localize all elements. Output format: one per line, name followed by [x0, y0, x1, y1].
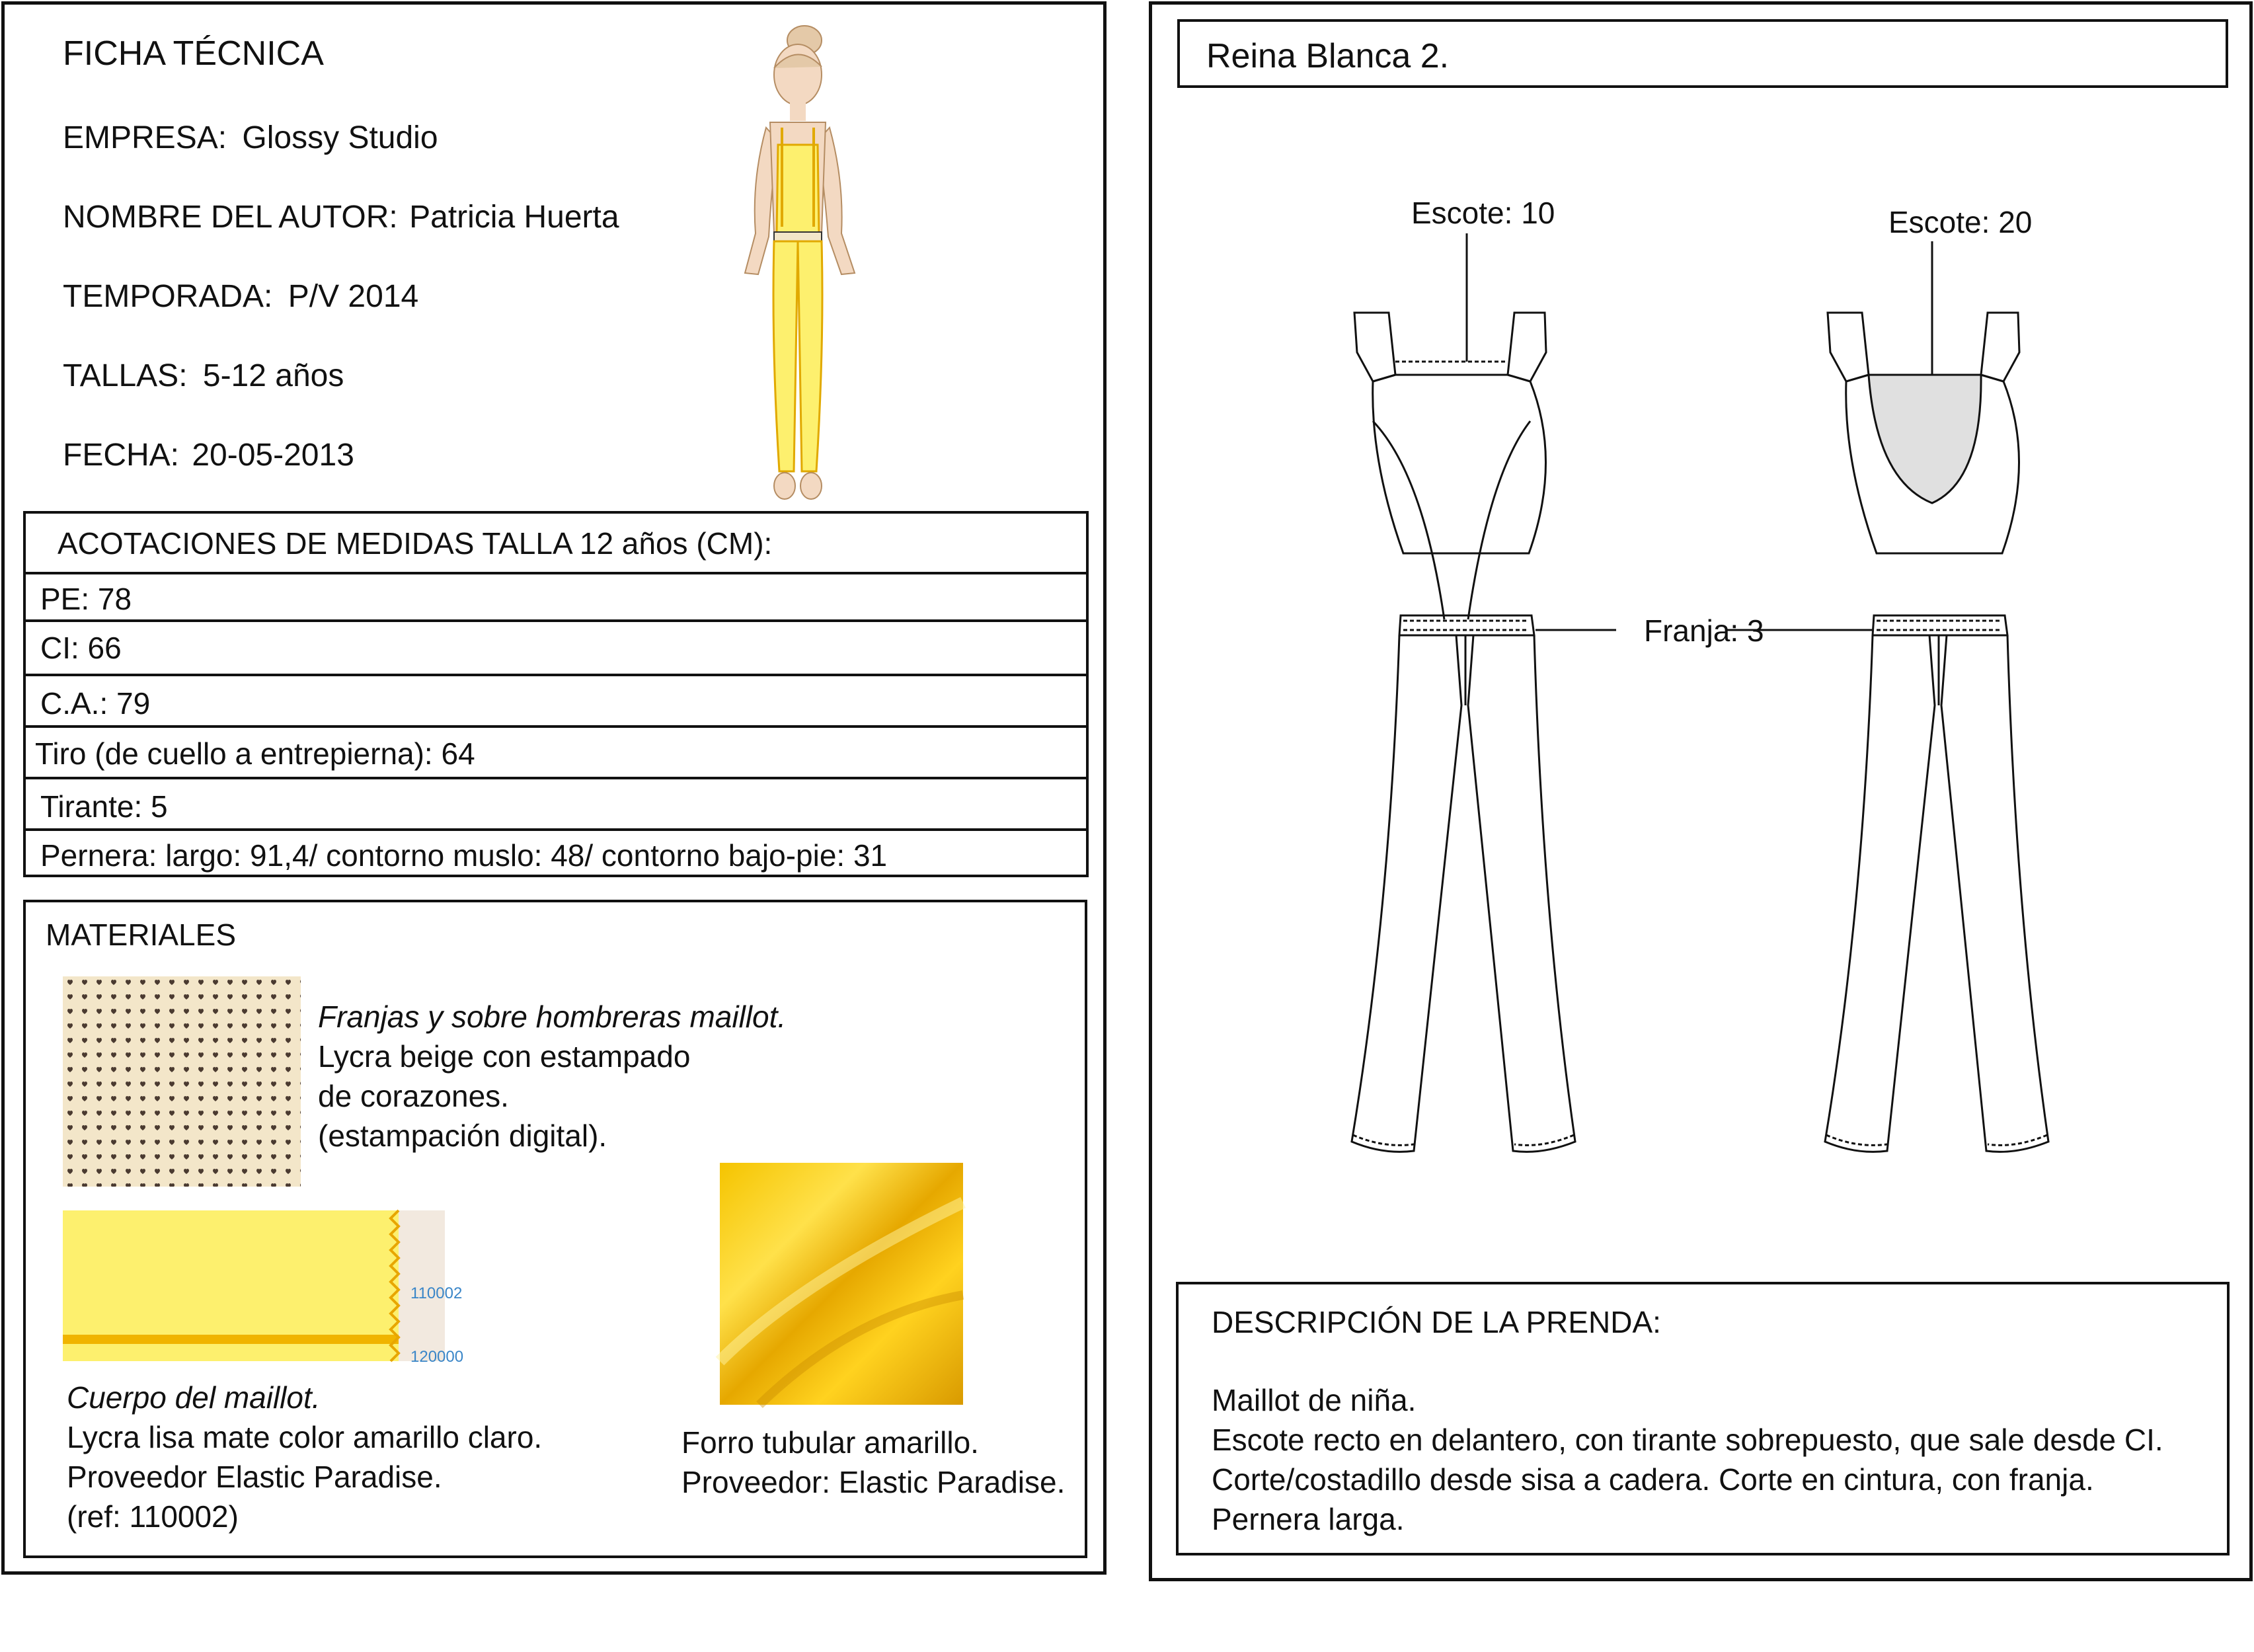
tallas-label: TALLAS:	[63, 358, 188, 393]
material1-line3: de corazones.	[318, 1079, 509, 1113]
empresa-value: Glossy Studio	[242, 120, 438, 155]
measurements-box	[23, 511, 1089, 877]
temporada-value: P/V 2014	[288, 279, 419, 314]
autor-label: NOMBRE DEL AUTOR:	[63, 200, 398, 235]
yellow-satin-swatch	[720, 1163, 963, 1405]
temporada-line	[63, 280, 418, 315]
description-box	[1176, 1282, 2230, 1555]
description-line: Pernera larga.	[1212, 1502, 1405, 1536]
swatch-code-1: 110002	[410, 1284, 463, 1302]
measure-row: Tirante: 5	[26, 777, 1086, 828]
description-line: Corte/costadillo desde sisa a cadera. Corte en cintura, con franja.	[1212, 1462, 2094, 1497]
description-title: DESCRIPCIÓN DE LA PRENDA:	[1212, 1305, 1661, 1339]
measurements-title: ACOTACIONES DE MEDIDAS TALLA 12 años (CM):	[58, 526, 773, 561]
back-neckline-label: Escote: 20	[1888, 205, 2033, 239]
materials-title: MATERIALES	[46, 918, 236, 952]
heart-print-swatch	[63, 976, 301, 1187]
description-line: Escote recto en delantero, con tirante sobrepuesto, que sale desde CI.	[1212, 1423, 2163, 1457]
swatch-stripe	[63, 1335, 420, 1344]
autor-line	[63, 200, 619, 235]
fecha-line	[63, 438, 354, 473]
material2-line4: (ref: 110002)	[67, 1499, 239, 1534]
technical-drawings	[1291, 183, 2111, 1168]
measure-row: Tiro (de cuello a entrepierna): 64	[26, 725, 1086, 777]
empresa-line	[63, 121, 438, 156]
material1-line4: (estampación digital).	[318, 1119, 607, 1153]
material2-title: Cuerpo del maillot.	[67, 1380, 321, 1415]
band-label: Franja: 3	[1644, 613, 1764, 648]
material3-line2: Proveedor: Elastic Paradise.	[681, 1465, 1066, 1499]
material2-line3: Proveedor Elastic Paradise.	[67, 1460, 442, 1494]
front-neckline-label: Escote: 10	[1411, 196, 1555, 230]
zigzag-edge	[385, 1210, 405, 1361]
tallas-value: 5-12 años	[202, 358, 344, 393]
measure-row: CI: 66	[26, 619, 1086, 674]
garment-name-box	[1177, 19, 2228, 88]
measure-row: Pernera: largo: 91,4/ contorno muslo: 48/ contorno bajo-pie: 31	[26, 828, 1086, 877]
front-view	[1352, 233, 1575, 1152]
material1-line2: Lycra beige con estampado	[318, 1039, 691, 1074]
material3-line1: Forro tubular amarillo.	[681, 1425, 979, 1460]
fashion-illustration	[705, 15, 897, 504]
light-yellow-swatch	[63, 1210, 464, 1366]
fecha-value: 20-05-2013	[192, 438, 354, 473]
fecha-label: FECHA:	[63, 438, 180, 473]
material1-title: Franjas y sobre hombreras maillot.	[318, 1000, 787, 1034]
autor-value: Patricia Huerta	[409, 200, 619, 235]
temporada-label: TEMPORADA:	[63, 279, 273, 314]
right-panel	[1149, 1, 2253, 1581]
material2-line2: Lycra lisa mate color amarillo claro.	[67, 1420, 543, 1454]
measure-row: C.A.: 79	[26, 674, 1086, 725]
description-line: Maillot de niña.	[1212, 1383, 1417, 1417]
empresa-label: EMPRESA:	[63, 120, 227, 155]
garment-name: Reina Blanca 2.	[1206, 37, 1450, 75]
back-view	[1825, 241, 2048, 1152]
tallas-line	[63, 359, 344, 394]
measure-row: PE: 78	[26, 572, 1086, 619]
swatch-code-2: 120000	[410, 1348, 464, 1366]
materials-box	[23, 900, 1087, 1558]
page-title: FICHA TÉCNICA	[63, 34, 324, 73]
left-panel	[1, 1, 1107, 1575]
